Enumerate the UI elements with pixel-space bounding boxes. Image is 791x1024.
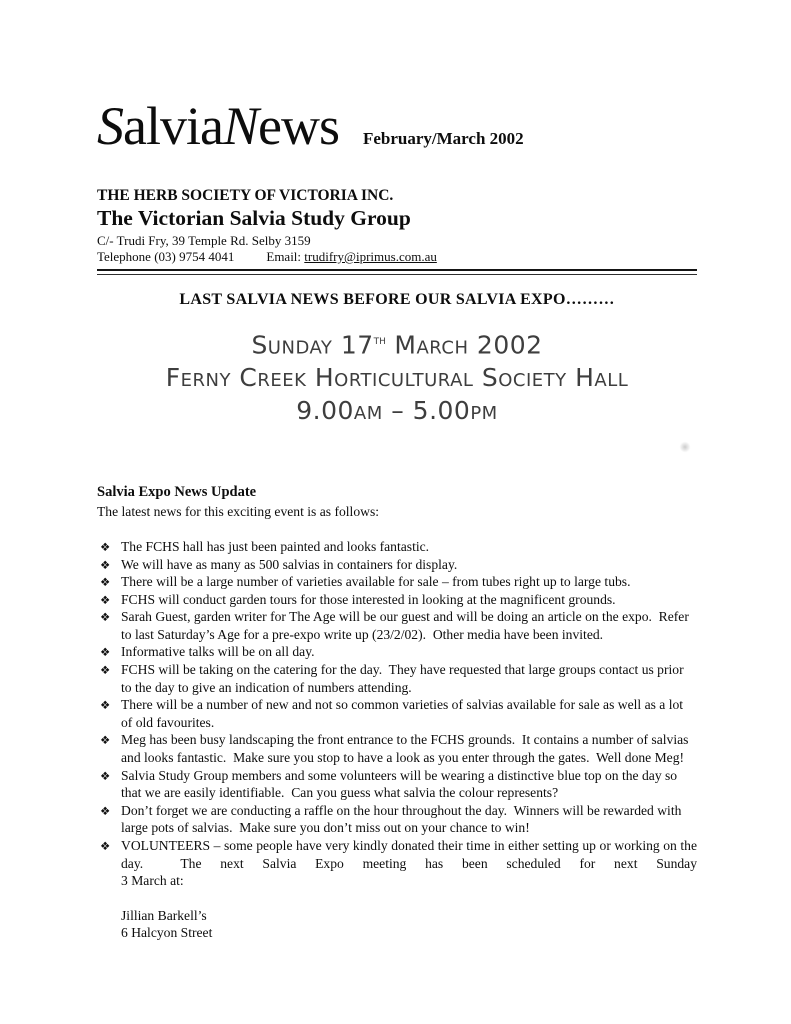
diamond-bullet-icon: ❖: [100, 663, 111, 678]
list-item: ❖ We will have as many as 500 salvias in containers for display.: [97, 556, 697, 574]
meeting-date-line: 3 March at:: [121, 873, 184, 889]
diamond-bullet-icon: ❖: [100, 592, 111, 607]
diamond-bullet-icon: ❖: [100, 645, 111, 660]
list-item: ❖ There will be a number of new and not so common varieties of salvias available for sale as well as a lot of old favourites.: [100, 697, 687, 730]
masthead: [97, 96, 697, 156]
diamond-bullet-icon: ❖: [100, 768, 111, 783]
newsletter-title: [97, 96, 339, 156]
list-item: ❖ FCHS will conduct garden tours for those interested in looking at the magnificent grounds.: [97, 591, 697, 609]
diamond-bullet-icon: ❖: [100, 557, 111, 572]
list-item: ❖ There will be a large number of varieties available for sale – from tubes right up to large tubs.: [97, 573, 697, 591]
diamond-bullet-icon: ❖: [100, 803, 111, 818]
title-letter-n: N: [222, 96, 258, 156]
section-heading: Salvia Expo News Update: [97, 484, 257, 501]
news-update-section: [97, 483, 701, 942]
email-label: Email:: [266, 249, 302, 264]
news-bullet-list: [97, 538, 701, 890]
meeting-address: [97, 907, 697, 942]
title-letter-s: S: [97, 96, 123, 156]
host-name: Jillian Barkell’s: [121, 907, 207, 923]
diamond-bullet-icon: ❖: [100, 839, 111, 854]
postal-address: C/- Trudi Fry, 39 Temple Rd. Selby 3159: [97, 233, 311, 248]
ordinal-suffix: th: [373, 333, 386, 348]
title-alvia: alvia: [123, 96, 223, 156]
title-ews: ews: [257, 96, 339, 156]
list-item-volunteers: ❖ VOLUNTEERS – some people have very kindly donated their time in either setting up or working on the day. The next Salvia Expo meeting has been scheduled for next Sunday 3 March at:: [100, 838, 701, 889]
list-item: ❖ Meg has been busy landscaping the front entrance to the FCHS grounds. It contains a number of salvias and looks fantastic. Make sure you stop to have a look as you enter through the gates. Well done Meg!: [100, 732, 692, 766]
list-item: ❖ FCHS will be taking on the catering for the day. They have requested that large groups contact us prior to the day to give an indication of numbers attending.: [100, 662, 688, 695]
list-item: ❖ Salvia Study Group members and some volunteers will be wearing a distinctive blue top on the day so that we are easily identifiable. Can you guess what salvia the colour represents?: [100, 767, 681, 801]
diamond-bullet-icon: ❖: [100, 698, 111, 713]
diamond-bullet-icon: ❖: [100, 610, 111, 625]
street-address: 6 Halcyon Street: [121, 925, 213, 941]
list-item: ❖ The FCHS hall has just been painted and looks fantastic.: [97, 538, 697, 556]
telephone-number: Telephone (03) 9754 4041: [97, 249, 235, 264]
contact-line: [97, 249, 697, 268]
email-link[interactable]: trudifry@iprimus.com.au: [304, 249, 437, 264]
organisation-block: [97, 186, 697, 268]
event-venue: Ferny Creek Horticultural Society Hall: [165, 363, 629, 393]
diamond-bullet-icon: ❖: [100, 733, 111, 748]
group-name: The Victorian Salvia Study Group: [97, 206, 411, 230]
scan-artifact: [679, 441, 691, 453]
list-item: ❖ Informative talks will be on all day.: [97, 643, 697, 661]
section-intro: The latest news for this exciting event is as follows:: [97, 504, 380, 520]
header-rule: [97, 269, 697, 279]
list-item: ❖ Sarah Guest, garden writer for The Age will be our guest and will be doing an article on the expo. Refer to last Saturday’s Age for a pre-expo write up (23/2/02). Other media have been invited.: [100, 609, 693, 642]
list-item: ❖ Don’t forget we are conducting a raffle on the hour throughout the day. Winners will be rewarded with large pots of salvias. Make sure you don’t miss out on your chance to win!: [100, 802, 685, 836]
event-details: [97, 324, 697, 427]
event-time: 9.00am – 5.00pm: [296, 396, 498, 426]
diamond-bullet-icon: ❖: [100, 575, 111, 590]
issue-date: February/March 2002: [362, 129, 524, 148]
expo-headline: LAST SALVIA NEWS BEFORE OUR SALVIA EXPO………: [179, 291, 615, 308]
diamond-bullet-icon: ❖: [100, 539, 111, 554]
society-name: THE HERB SOCIETY OF VICTORIA INC.: [97, 187, 394, 204]
event-date: Sunday 17th March 2002: [251, 330, 543, 360]
